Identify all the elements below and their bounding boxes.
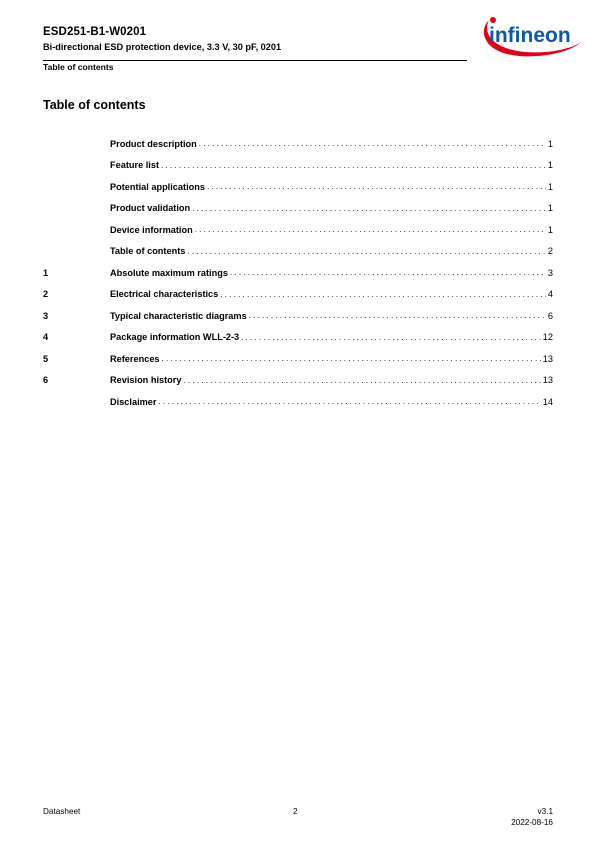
toc-entry-number: 2 (43, 289, 49, 300)
toc-entry-label[interactable]: Absolute maximum ratings (110, 267, 228, 278)
toc-leader-dots (220, 290, 546, 299)
toc-leader-dots (187, 247, 546, 256)
toc-leader-dots (192, 204, 546, 213)
toc-leader-dots (241, 333, 541, 342)
toc-leader-dots (195, 225, 546, 234)
toc-entry-label[interactable]: Product validation (110, 203, 191, 214)
toc-entry-label[interactable]: Product description (110, 138, 197, 149)
toc-leader-dots (183, 376, 540, 385)
toc-leader-dots (158, 397, 540, 406)
footer-doc-type: Datasheet (43, 807, 81, 816)
toc-entry[interactable] (43, 348, 553, 370)
footer-page-number: 2 (293, 807, 298, 816)
toc-leader-dots (161, 161, 546, 170)
toc-entry-page[interactable]: 1 (547, 203, 553, 214)
toc-entry-label[interactable]: Table of contents (110, 246, 186, 257)
toc-entry-page[interactable]: 1 (547, 138, 553, 149)
toc-leader-dots (230, 268, 546, 277)
toc-entry-page[interactable]: 1 (547, 160, 553, 171)
toc-entry-label[interactable]: Typical characteristic diagrams (110, 310, 247, 321)
toc-entry-label[interactable]: Potential applications (110, 181, 205, 192)
toc-entry-page[interactable]: 14 (542, 396, 553, 407)
toc-entry-page[interactable]: 13 (542, 353, 553, 364)
toc-entry-page[interactable]: 3 (547, 267, 553, 278)
toc-entry-page[interactable]: 1 (547, 181, 553, 192)
toc-leader-dots (207, 182, 546, 191)
toc-entry[interactable] (43, 305, 553, 327)
toc-entry-page[interactable]: 12 (542, 332, 553, 343)
footer-date: 2022-08-16 (511, 818, 553, 827)
toc-entry-page[interactable]: 4 (547, 289, 553, 300)
toc-entry-label[interactable]: Electrical characteristics (110, 289, 219, 300)
footer-version: v3.1 (537, 807, 553, 816)
toc-entry[interactable] (43, 370, 553, 392)
toc-entry-number: 4 (43, 332, 49, 343)
toc-entry[interactable] (43, 391, 553, 413)
table-of-contents (43, 133, 553, 413)
toc-entry-label[interactable]: Package information WLL-2-3 (110, 332, 240, 343)
toc-entry[interactable] (43, 133, 553, 155)
toc-entry-label[interactable]: References (110, 353, 160, 364)
toc-entry[interactable] (43, 327, 553, 349)
toc-entry-number: 6 (43, 375, 49, 386)
toc-entry[interactable] (43, 241, 553, 263)
toc-heading: Table of contents (43, 98, 146, 112)
toc-entry-number: 1 (43, 267, 49, 278)
toc-entry-page[interactable]: 1 (547, 224, 553, 235)
toc-leader-dots (199, 139, 546, 148)
toc-leader-dots (249, 311, 546, 320)
toc-entry-label[interactable]: Device information (110, 224, 193, 235)
toc-entry[interactable] (43, 219, 553, 241)
toc-entry-page[interactable]: 6 (547, 310, 553, 321)
toc-entry-label[interactable]: Feature list (110, 160, 160, 171)
toc-entry[interactable] (43, 262, 553, 284)
toc-entry[interactable] (43, 176, 553, 198)
toc-entry[interactable] (43, 284, 553, 306)
toc-entry-page[interactable]: 13 (542, 375, 553, 386)
infineon-logo (477, 10, 587, 60)
toc-entry[interactable] (43, 155, 553, 177)
toc-entry[interactable] (43, 198, 553, 220)
logo-dot (490, 17, 496, 23)
toc-entry-page[interactable]: 2 (547, 246, 553, 257)
toc-leader-dots (162, 354, 541, 363)
toc-entry-number: 3 (43, 310, 49, 321)
header-section-name: Table of contents (43, 62, 114, 72)
document-title: ESD251-B1-W0201 (43, 26, 147, 38)
header-divider (43, 60, 467, 61)
logo-wordmark: infineon (489, 24, 571, 47)
toc-entry-number: 5 (43, 353, 49, 364)
toc-entry-label[interactable]: Disclaimer (110, 396, 157, 407)
document-subtitle: Bi-directional ESD protection device, 3.3 V, 30 pF, 0201 (43, 42, 282, 52)
toc-entry-label[interactable]: Revision history (110, 375, 182, 386)
